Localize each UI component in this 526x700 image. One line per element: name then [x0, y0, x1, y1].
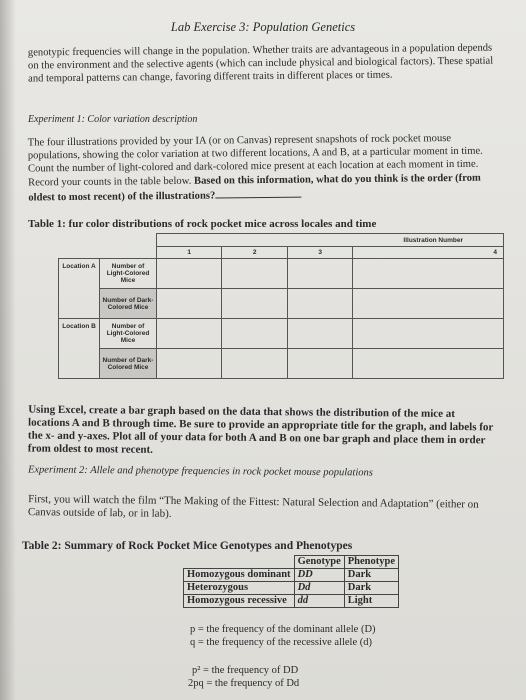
- table-cell[interactable]: [287, 349, 352, 379]
- table-cell[interactable]: [157, 349, 222, 379]
- table-cell[interactable]: [353, 349, 504, 379]
- table1-header: Illustration Number: [157, 234, 504, 247]
- table-cell[interactable]: [157, 319, 222, 349]
- table-cell[interactable]: [353, 289, 504, 319]
- intro-paragraph: genotypic frequencies will change in the population. Whether traits are advantageous in a population depends on the environment and the selective agents (which can include physical and biological factors). These spatial and temporal patterns can change, favoring different traits in different places or times.: [27, 42, 494, 85]
- genotype-row-label: Homozygous recessive: [184, 595, 295, 608]
- location-a-label: Location A: [59, 259, 100, 319]
- experiment1-paragraph: [28, 132, 499, 205]
- table-cell[interactable]: [222, 289, 287, 319]
- experiment2-heading: Experiment 2: Allele and phenotype frequencies in rock pocket mouse populations: [27, 464, 373, 479]
- definition-2pq: 2pq = the frequency of Dd: [188, 678, 300, 689]
- genotype-value: Dd: [294, 582, 344, 595]
- table-cell[interactable]: [222, 259, 287, 289]
- table1-caption: Table 1: fur color distributions of rock pocket mice across locales and time: [28, 218, 377, 230]
- table-cell[interactable]: [287, 319, 352, 349]
- light-mice-label: Number of Light-Colored Mice: [100, 319, 157, 349]
- definition-p2: p² = the frequency of DD: [192, 665, 299, 676]
- dark-mice-label: Number of Dark-Colored Mice: [100, 289, 157, 319]
- experiment2-body: First, you will watch the film “The Making of the Fittest: Natural Selection and Adaptation” (either on Canvas outside of lab, or in lab).: [27, 493, 479, 520]
- table-cell[interactable]: [353, 259, 504, 289]
- table-cell[interactable]: [287, 289, 352, 319]
- excel-instructions: Using Excel, create a bar graph based on the data that shows the distribution of the mice at locations A and B through time. Be sure to provide an appropriate title for the graph, and labels for the x- and y-axes. Plot all of your data for both A and B on one bar graph and place them in order from oldest to most recent.: [27, 403, 494, 456]
- dark-mice-label: Number of Dark-Colored Mice: [100, 349, 157, 379]
- answer-blank[interactable]: [215, 186, 301, 198]
- page-shadow: [0, 0, 16, 700]
- genotype-row-label: Homozygous dominant: [184, 569, 295, 582]
- col-genotype: Genotype: [294, 556, 344, 569]
- definition-q: q = the frequency of the recessive allele (d): [190, 637, 373, 648]
- table2-caption: Table 2: Summary of Rock Pocket Mice Genotypes and Phenotypes: [22, 540, 353, 552]
- phenotype-value: Dark: [344, 582, 398, 595]
- genotype-row-label: Heterozygous: [184, 582, 295, 595]
- genotype-value: dd: [294, 595, 344, 608]
- table-cell[interactable]: [157, 259, 222, 289]
- light-mice-label: Number of Light-Colored Mice: [100, 259, 157, 289]
- location-b-label: Location B: [59, 319, 100, 379]
- experiment1-body: The four illustrations provided by your IA (or on Canvas) represent snapshots of rock pocket mouse populations, showing the color variation at two different locations, A and B, at a particular moment in time. Count the number of light-colored and dark-colored mice present at each location at each moment in time. Record your counts in the table below.: [27, 133, 483, 189]
- illustration-number: 4: [353, 247, 504, 259]
- illustration-number: 1: [157, 247, 222, 259]
- phenotype-value: Dark: [344, 569, 398, 582]
- definition-p: p = the frequency of the dominant allele (D): [190, 624, 376, 635]
- col-phenotype: Phenotype: [344, 556, 398, 569]
- illustration-number: 3: [287, 247, 352, 259]
- page-title: Lab Exercise 3: Population Genetics: [170, 20, 356, 34]
- experiment1-question: Based on this information, what do you think is the order (from oldest to most recent) of the illustrations?: [28, 172, 481, 204]
- illustration-number: 2: [222, 247, 287, 259]
- table2: [183, 555, 399, 608]
- table-cell[interactable]: [157, 289, 222, 319]
- phenotype-value: Light: [344, 595, 398, 608]
- genotype-value: DD: [294, 569, 344, 582]
- experiment1-heading: Experiment 1: Color variation description: [28, 114, 198, 125]
- table-cell[interactable]: [222, 349, 287, 379]
- table-cell[interactable]: [287, 259, 352, 289]
- table1: [58, 233, 504, 379]
- table-cell[interactable]: [222, 319, 287, 349]
- table-cell[interactable]: [353, 319, 504, 349]
